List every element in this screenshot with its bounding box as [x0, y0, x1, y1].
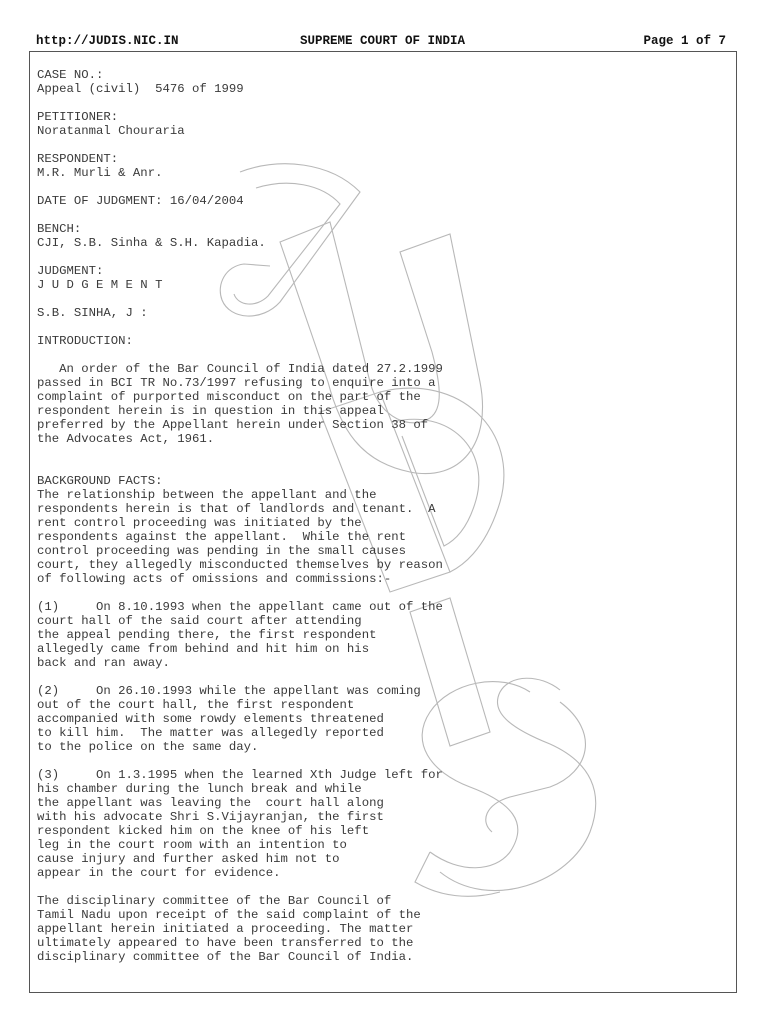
paragraph-line: court, they allegedly misconducted themselves by reason [37, 558, 443, 572]
bench-label: BENCH: [37, 222, 82, 236]
petitioner-section [37, 110, 727, 138]
introduction-heading-section [37, 334, 727, 348]
header-page-number: Page 1 of 7 [643, 34, 726, 48]
paragraph-line: court hall of the said court after attending [37, 614, 362, 628]
bench-value: CJI, S.B. Sinha & S.H. Kapadia. [37, 236, 266, 250]
respondent-value: M.R. Murli & Anr. [37, 166, 163, 180]
judgment-label: JUDGMENT: [37, 264, 104, 278]
fact-item-2 [37, 684, 727, 754]
paragraph-line: to the police on the same day. [37, 740, 259, 754]
petitioner-label: PETITIONER: [37, 110, 119, 124]
paragraph-line: The disciplinary committee of the Bar Council of [37, 894, 392, 908]
paragraph-line: An order of the Bar Council of India dated 27.2.1999 [37, 362, 443, 376]
paragraph-line: respondent kicked him on the knee of his left [37, 824, 370, 838]
paragraph-line: complaint of purported misconduct on the part of the [37, 390, 421, 404]
petitioner-value: Noratanmal Chouraria [37, 124, 185, 138]
paragraph-line: Tamil Nadu upon receipt of the said complaint of the [37, 908, 421, 922]
paragraph-line: respondents against the appellant. While the rent [37, 530, 406, 544]
judgment-heading: J U D G E M E N T [37, 278, 163, 292]
paragraph-line: the appellant was leaving the court hall along [37, 796, 384, 810]
case-number-value: Appeal (civil) 5476 of 1999 [37, 82, 244, 96]
paragraph-line: passed in BCI TR No.73/1997 refusing to enquire into a [37, 376, 436, 390]
paragraph-line: preferred by the Appellant herein under Section 38 of [37, 418, 429, 432]
judgment-section [37, 264, 727, 292]
paragraph-line: to kill him. The matter was allegedly reported [37, 726, 384, 740]
judgment-date-section [37, 194, 727, 208]
fact-item-1 [37, 600, 727, 670]
paragraph-line: respondent herein is in question in this appeal [37, 404, 384, 418]
introduction-paragraph [37, 362, 727, 446]
introduction-label: INTRODUCTION: [37, 334, 133, 348]
judgment-date: DATE OF JUDGMENT: 16/04/2004 [37, 194, 244, 208]
judgment-author: S.B. SINHA, J : [37, 306, 148, 320]
paragraph-line: rent control proceeding was initiated by the [37, 516, 362, 530]
header-url: http://JUDIS.NIC.IN [36, 34, 179, 48]
paragraph-line: cause injury and further asked him not to [37, 852, 340, 866]
respondent-label: RESPONDENT: [37, 152, 119, 166]
header-court-name: SUPREME COURT OF INDIA [300, 34, 466, 48]
paragraph-line: control proceeding was pending in the small causes [37, 544, 406, 558]
paragraph-line: (1) On 8.10.1993 when the appellant came out of the [37, 600, 443, 614]
paragraph-line: respondents herein is that of landlords and tenant. A [37, 502, 436, 516]
paragraph-line: (3) On 1.3.1995 when the learned Xth Judge left for [37, 768, 443, 782]
background-facts-section [37, 474, 727, 586]
document-frame [29, 51, 737, 993]
judgment-text [37, 68, 727, 978]
paragraph-line: his chamber during the lunch break and while [37, 782, 362, 796]
fact-item-3 [37, 768, 727, 880]
page-header [36, 32, 726, 52]
paragraph-line: disciplinary committee of the Bar Council of India. [37, 950, 414, 964]
case-number-label: CASE NO.: [37, 68, 104, 82]
bench-section [37, 222, 727, 250]
paragraph-line: of following acts of omissions and commissions:- [37, 572, 392, 586]
paragraph-line: appellant herein initiated a proceeding. The matter [37, 922, 414, 936]
case-number-section [37, 68, 727, 96]
paragraph-line: appear in the court for evidence. [37, 866, 281, 880]
paragraph-line: ultimately appeared to have been transferred to the [37, 936, 414, 950]
background-facts-label: BACKGROUND FACTS: [37, 474, 163, 488]
paragraph-line: with his advocate Shri S.Vijayranjan, the first [37, 810, 384, 824]
paragraph-line: leg in the court room with an intention to [37, 838, 347, 852]
paragraph-line: the appeal pending there, the first respondent [37, 628, 377, 642]
respondent-section [37, 152, 727, 180]
paragraph-line: out of the court hall, the first respondent [37, 698, 355, 712]
paragraph-line: The relationship between the appellant and the [37, 488, 377, 502]
paragraph-line: accompanied with some rowdy elements threatened [37, 712, 384, 726]
paragraph-line: back and ran away. [37, 656, 170, 670]
disciplinary-paragraph [37, 894, 727, 964]
paragraph-line: (2) On 26.10.1993 while the appellant was coming [37, 684, 421, 698]
author-section [37, 306, 727, 320]
paragraph-line: allegedly came from behind and hit him on his [37, 642, 370, 656]
paragraph-line: the Advocates Act, 1961. [37, 432, 215, 446]
